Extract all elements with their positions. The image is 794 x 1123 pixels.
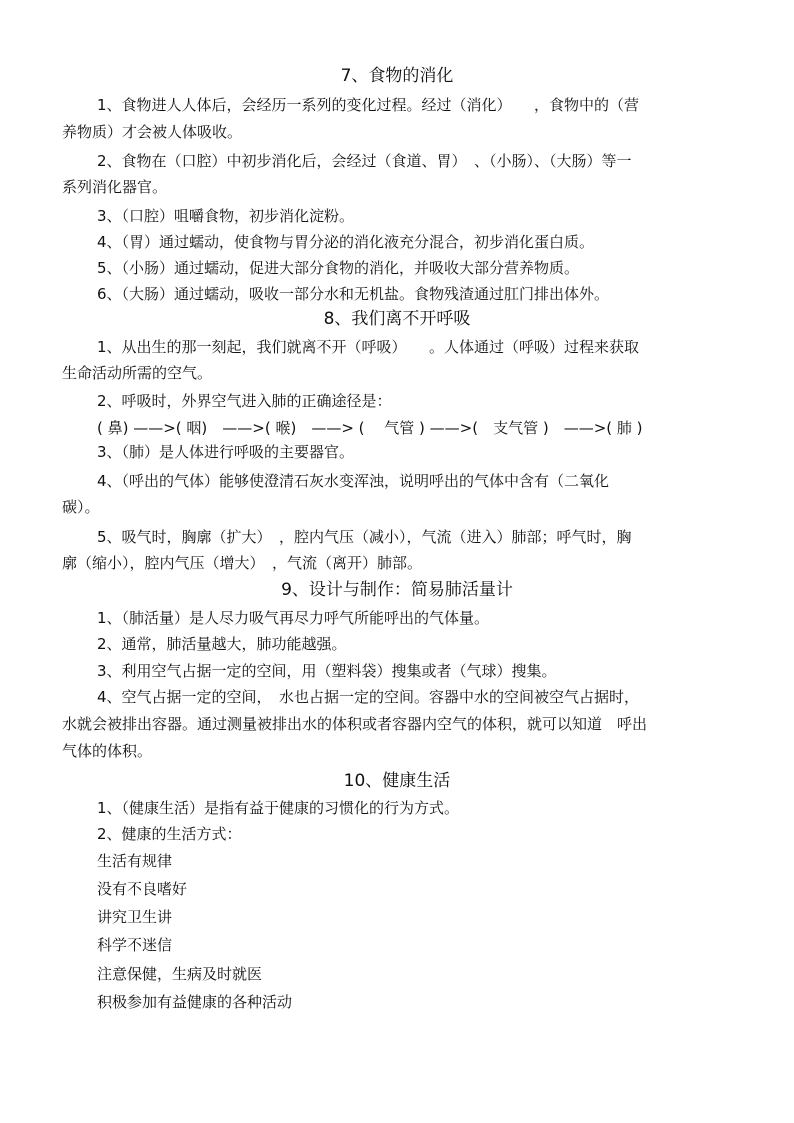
s7-line-1: 1、食物进人人体后，会经历一系列的变化过程。经过（消化） ，食物中的（营 [97, 96, 640, 114]
s9-line-2: 2、通常，肺活量越大，肺功能越强。 [97, 635, 347, 653]
s10-list-item-6: 积极参加有益健康的各种活动 [97, 993, 293, 1011]
s7-line-3: 2、食物在（口腔）中初步消化后，会经过（食道、胃） 、（小肠）、（大肠）等一 [97, 152, 632, 170]
section-7-title: 7、食物的消化 [340, 66, 454, 86]
s9-line-1: 1、（肺活量）是人尽力吸气再尽力呼气所能呼出的气体量。 [97, 609, 490, 627]
s7-line-5: 3、（口腔）咀嚼食物，初步消化淀粉。 [97, 207, 355, 225]
s8-line-5: 3、（肺）是人体进行呼吸的主要器官。 [97, 443, 355, 461]
s10-list-item-5: 注意保健，生病及时就医 [97, 965, 263, 983]
s10-line-1: 1、（健康生活）是指有益于健康的习惯化的行为方式。 [97, 799, 460, 817]
s8-line-1: 1、从出生的那一刻起，我们就离不开（呼吸） 。人体通过（呼吸）过程来获取 [97, 338, 640, 356]
s7-line-7: 5、（小肠）通过蠕动，促进大部分食物的消化，并吸收大部分营养物质。 [97, 259, 580, 277]
s10-list-item-1: 生活有规律 [97, 852, 173, 870]
s7-line-8: 6、（大肠）通过蠕动，吸收一部分水和无机盐。食物残渣通过肛门排出体外。 [97, 285, 610, 303]
s10-list-item-4: 科学不迷信 [97, 936, 173, 954]
s8-line-2: 生命活动所需的空气。 [62, 364, 213, 382]
s10-list-item-3: 讲究卫生讲 [97, 908, 173, 926]
s9-line-4: 4、空气占据一定的空间， 水也占据一定的空间。容器中水的空间被空气占据时， [97, 688, 640, 706]
s7-line-6: 4、（胃）通过蠕动，使食物与胃分泌的消化液充分混合，初步消化蛋白质。 [97, 233, 595, 251]
s7-line-2: 养物质）才会被人体吸收。 [62, 123, 243, 141]
s9-line-6: 气体的体积。 [62, 742, 153, 760]
s7-line-4: 系列消化器官。 [62, 178, 168, 196]
s10-line-2: 2、健康的生活方式： [97, 825, 242, 843]
s9-line-5: 水就会被排出容器。通过测量被排出水的体积或者容器内空气的体积，就可以知道 呼出 [62, 715, 648, 733]
s8-line-9: 廓（缩小），腔内气压（增大） ，气流（离开）肺部。 [62, 554, 423, 572]
s8-line-6: 4、（呼出的气体）能够使澄清石灰水变浑浊，说明呼出的气体中含有（二氧化 [97, 472, 610, 490]
s9-line-3: 3、利用空气占据一定的空间，用（塑料袋）搜集或者（气球）搜集。 [97, 662, 557, 680]
s8-line-7: 碳）。 [62, 498, 100, 516]
s8-line-4: ( 鼻) ——>( 咽) ——>( 喉) ——> ( 气管 ) ——>( 支气管 ) ——>( 肺 ) [97, 419, 643, 437]
s8-line-3: 2、呼吸时，外界空气进入肺的正确途径是： [97, 392, 392, 410]
s10-list-item-2: 没有不良嗜好 [97, 880, 188, 898]
s8-line-8: 5、吸气时，胸廓（扩大） ，腔内气压（减小），气流（进入）肺部；呼气时，胸 [97, 528, 632, 546]
section-9-title: 9、设计与制作：简易肺活量计 [281, 580, 513, 600]
section-8-title: 8、我们离不开呼吸 [323, 309, 471, 329]
section-10-title: 10、健康生活 [343, 771, 451, 791]
